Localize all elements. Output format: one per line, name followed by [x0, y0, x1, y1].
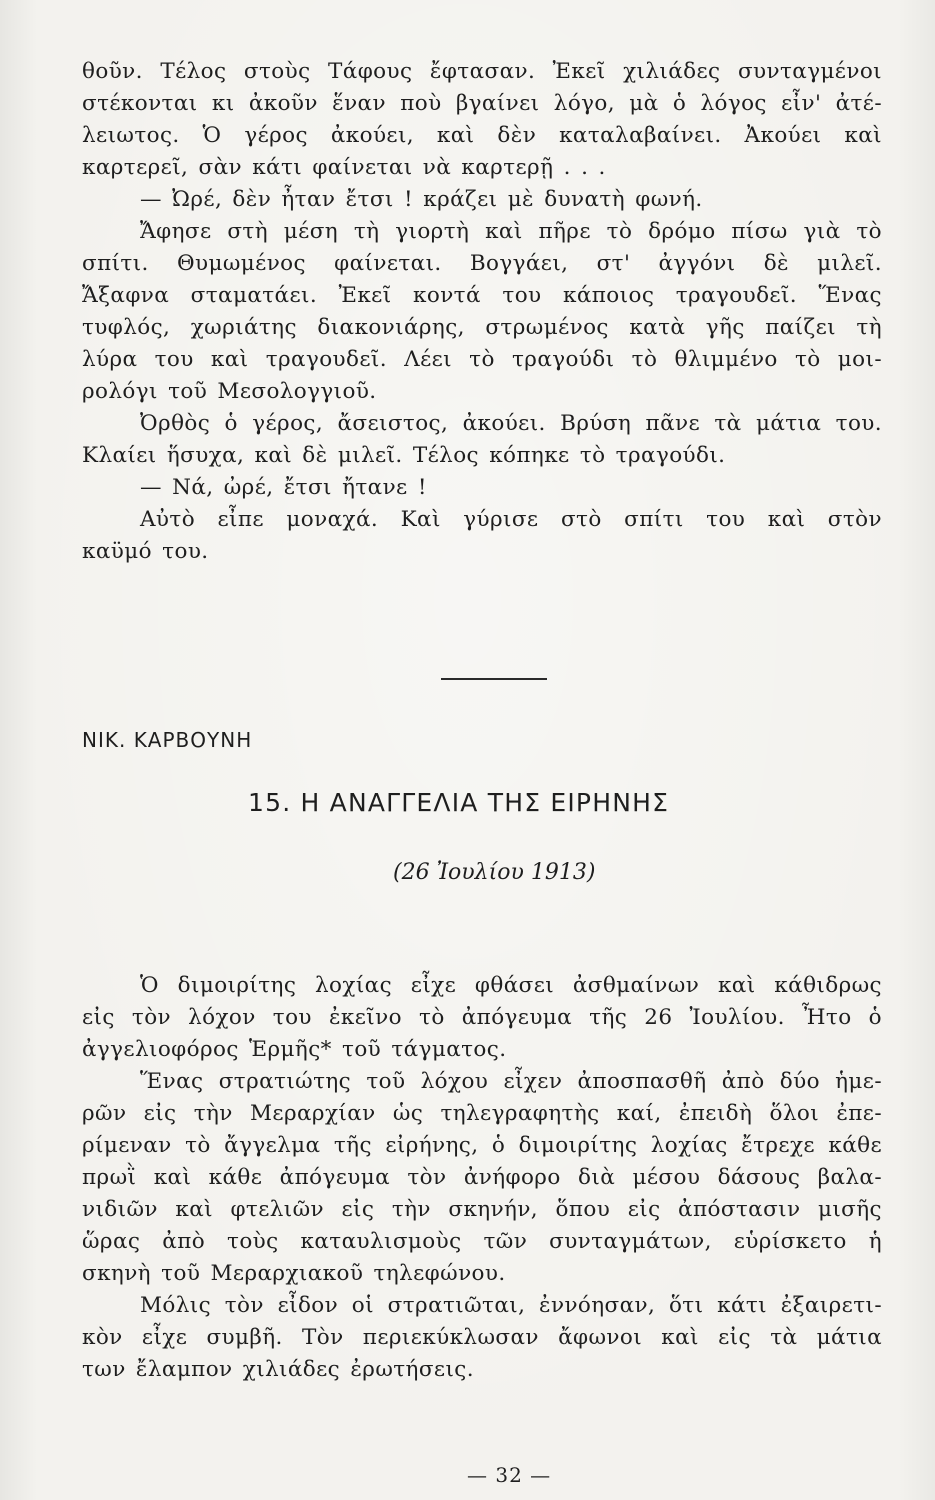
- text-line: Αὐτὸ εἶπε μοναχά. Καὶ γύρισε στὸ σπίτι του καὶ στὸν: [140, 507, 882, 532]
- text-line: καϋμό του.: [82, 539, 209, 564]
- chapter-body-text: [82, 970, 882, 1386]
- chapter-title: 15. Η ΑΝΑΓΓΕΛΙΑ ΤΗΣ ΕΙΡΗΝΗΣ: [248, 788, 670, 817]
- text-line: ρολόγι τοῦ Μεσολογγιοῦ.: [82, 379, 377, 404]
- text-line: Κλαίει ἥσυχα, καὶ δὲ μιλεῖ. Τέλος κόπηκε τὸ τραγούδι.: [82, 443, 726, 468]
- text-line: — Ὠρέ, δὲν ἦταν ἔτσι ! κράζει μὲ δυνατὴ φωνή.: [140, 187, 703, 212]
- story-ending-text: [82, 56, 882, 568]
- text-line: Ἄφησε στὴ μέση τὴ γιορτὴ καὶ πῆρε τὸ δρόμο πίσω γιὰ τὸ: [140, 219, 882, 244]
- text-line: λειωτος. Ὁ γέρος ἀκούει, καὶ δὲν καταλαβαίνει. Ἀκούει καὶ: [82, 123, 882, 148]
- text-line: λύρα του καὶ τραγουδεῖ. Λέει τὸ τραγούδι τὸ θλιμμένο τὸ μοι-: [82, 347, 882, 372]
- text-line: ρίμεναν τὸ ἄγγελμα τῆς εἰρήνης, ὁ διμοιρίτης λοχίας ἔτρεχε κάθε: [82, 1133, 882, 1158]
- text-line: — Νά, ὠρέ, ἔτσι ἤτανε !: [140, 475, 427, 500]
- text-line: νιδιῶν καὶ φτελιῶν εἰς τὴν σκηνήν, ὅπου εἰς ἀπόστασιν μισῆς: [82, 1197, 882, 1222]
- text-line: κὸν εἶχε συμβῆ. Τὸν περιεκύκλωσαν ἄφωνοι καὶ εἰς τὰ μάτια: [82, 1325, 882, 1350]
- text-line: πρωῒ καὶ κάθε ἀπόγευμα τὸν ἀνήφορο διὰ μέσου δάσους βαλα-: [82, 1165, 882, 1190]
- text-line: Ἕνας στρατιώτης τοῦ λόχου εἶχεν ἀποσπασθῆ ἀπὸ δύο ἡμε-: [140, 1069, 882, 1094]
- author-name: ΝΙΚ. ΚΑΡΒΟΥΝΗ: [82, 728, 253, 752]
- text-line: ἀγγελιοφόρος Ἑρμῆς* τοῦ τάγματος.: [82, 1037, 507, 1062]
- chapter-date: (26 Ἰουλίου 1913): [393, 860, 596, 885]
- page-number: — 32 —: [467, 1463, 552, 1487]
- text-line: Ὀρθὸς ὁ γέρος, ἄσειστος, ἀκούει. Βρύση πᾶνε τὰ μάτια του.: [140, 411, 882, 436]
- text-line: Ὁ διμοιρίτης λοχίας εἶχε φθάσει ἀσθμαίνων καὶ κάθιδρως: [140, 973, 882, 998]
- text-line: σπίτι. Θυμωμένος φαίνεται. Βογγάει, στ' ἀγγόνι δὲ μιλεῖ.: [82, 251, 882, 276]
- text-line: τυφλός, χωριάτης διακονιάρης, στρωμένος κατὰ γῆς παίζει τὴ: [82, 315, 882, 340]
- text-line: καρτερεῖ, σὰν κάτι φαίνεται νὰ καρτερῇ . . .: [82, 155, 606, 180]
- text-line: των ἔλαμπον χιλιάδες ἐρωτήσεις.: [82, 1357, 474, 1382]
- text-line: εἰς τὸν λόχον του ἐκεῖνο τὸ ἀπόγευμα τῆς 26 Ἰουλίου. Ἦτο ὁ: [82, 1005, 882, 1030]
- text-line: ὥρας ἀπὸ τοὺς καταυλισμοὺς τῶν συνταγμάτων, εὑρίσκετο ἡ: [82, 1229, 882, 1254]
- section-divider: [441, 678, 547, 680]
- text-line: θοῦν. Τέλος στοὺς Τάφους ἔφτασαν. Ἐκεῖ χιλιάδες συνταγμένοι: [82, 59, 882, 84]
- text-line: Μόλις τὸν εἶδον οἱ στρατιῶται, ἐννόησαν, ὅτι κάτι ἐξαιρετι-: [140, 1293, 882, 1318]
- text-line: ρῶν εἰς τὴν Μεραρχίαν ὡς τηλεγραφητὴς καί, ἐπειδὴ ὅλοι ἐπε-: [82, 1101, 882, 1126]
- text-line: στέκονται κι ἀκοῦν ἕναν ποὺ βγαίνει λόγο, μὰ ὁ λόγος εἶν' ἀτέ-: [82, 91, 882, 116]
- text-line: Ἄξαφνα σταματάει. Ἐκεῖ κοντά του κάποιος τραγουδεῖ. Ἕνας: [82, 283, 882, 308]
- text-line: σκηνὴ τοῦ Μεραρχιακοῦ τηλεφώνου.: [82, 1261, 506, 1286]
